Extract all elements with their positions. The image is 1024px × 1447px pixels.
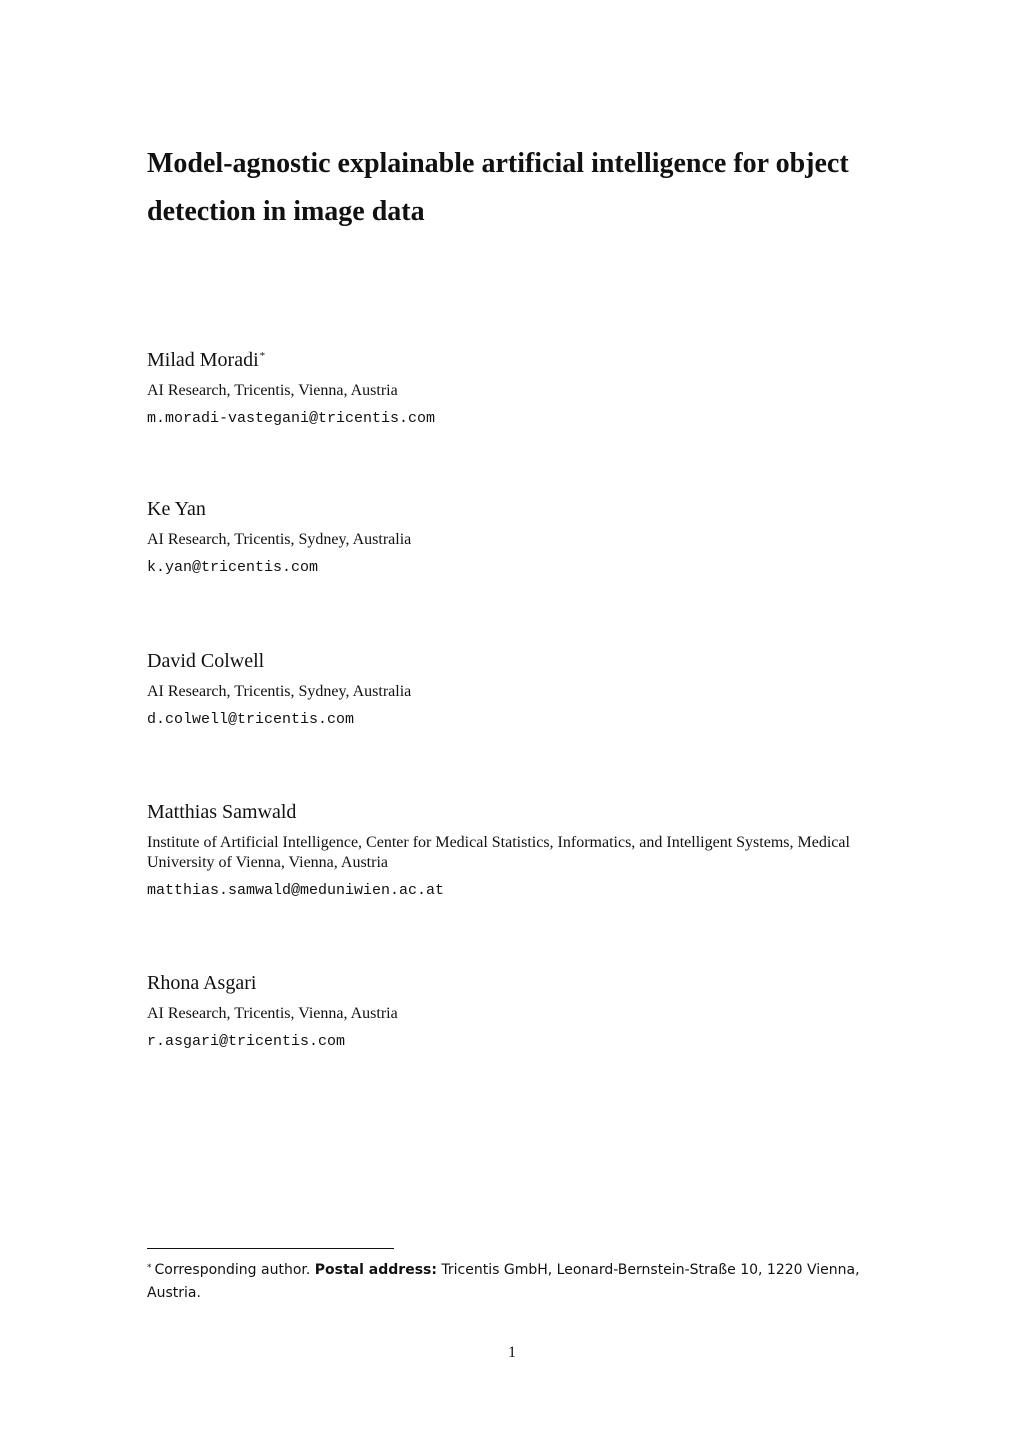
page-number: 1	[508, 1344, 516, 1361]
author-block-yan	[147, 497, 907, 578]
author-email: m.moradi-vastegani@tricentis.com	[147, 410, 436, 427]
author-affiliation: AI Research, Tricentis, Sydney, Australia	[147, 683, 412, 700]
author-block-samwald	[147, 800, 907, 901]
author-email: r.asgari@tricentis.com	[147, 1033, 346, 1050]
footnote-address: Tricentis GmbH, Leonard-Bernstein-Straße 10, 1220 Vienna, Austria.	[147, 1262, 860, 1301]
author-block-moradi	[147, 348, 907, 429]
paper-title: Model-agnostic explainable artificial intelligence for object detection in image data	[147, 148, 849, 227]
author-affiliation: AI Research, Tricentis, Vienna, Austria	[147, 1005, 398, 1022]
footnote	[147, 1259, 867, 1305]
author-affiliation: AI Research, Tricentis, Sydney, Australia	[147, 531, 412, 548]
author-name-text: Milad Moradi	[147, 349, 259, 371]
author-affiliation: Institute of Artificial Intelligence, Center for Medical Statistics, Informatics, and Intelligent Systems, Medical University of Vienna, Vienna, Austria	[147, 834, 850, 871]
author-block-colwell	[147, 649, 907, 730]
author-email: matthias.samwald@meduniwien.ac.at	[147, 882, 445, 899]
author-email: k.yan@tricentis.com	[147, 559, 319, 576]
footnote-mark: *	[147, 1263, 152, 1273]
corresponding-author-mark: *	[259, 350, 266, 362]
author-name: Rhona Asgari	[147, 972, 257, 994]
author-email: d.colwell@tricentis.com	[147, 711, 355, 728]
footnote-label: Postal address:	[314, 1262, 437, 1278]
footnote-divider	[147, 1248, 394, 1249]
author-name	[147, 348, 907, 372]
footnote-text: Corresponding author.	[154, 1262, 311, 1278]
author-name: Matthias Samwald	[147, 801, 297, 823]
author-affiliation: AI Research, Tricentis, Vienna, Austria	[147, 382, 398, 399]
author-name: David Colwell	[147, 650, 265, 672]
author-name: Ke Yan	[147, 498, 206, 520]
author-block-asgari	[147, 971, 907, 1052]
